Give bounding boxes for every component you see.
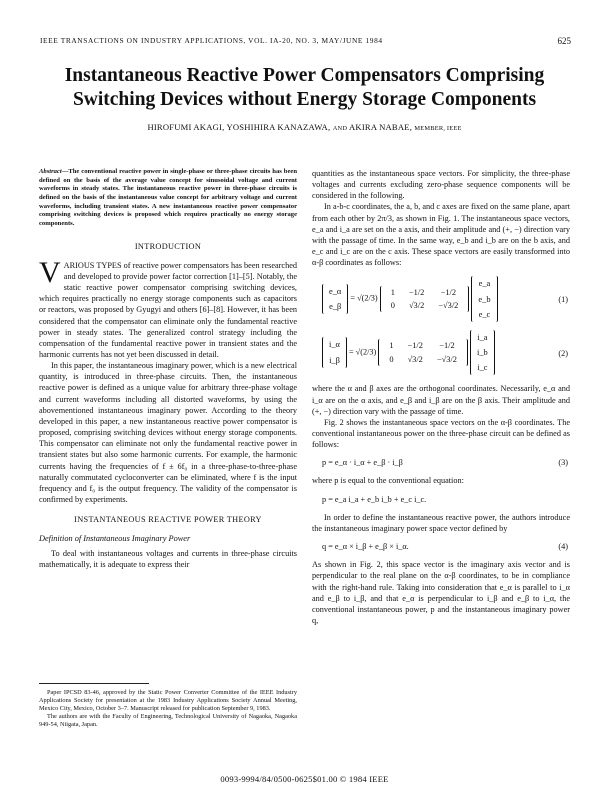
right-paragraph-3: where the α and β axes are the orthogonal coordinates. Necessarily, e_α and i_α are on the α axis, and e_β and i_β are on the β axis. Their amplitude and (+, −) direction vary with the passage of time. — [312, 384, 570, 416]
eq2-coefficient: = √(2/3) — [348, 347, 377, 357]
footnote — [39, 683, 297, 729]
intro-paragraph-2: In this paper, the instantaneous imaginary power, which is a new electrical quantity, is introduced in three-phase circuits. Then, the instantaneous reactive power is defined as a unique value for arbitrary three-phase voltage and current waveforms including all distorted waveforms, by using the abovementioned instantaneous imaginary power. According to the theory developed in this paper, a new instantaneous reactive power compensator is proposed, comprising switching devices without energy storage components. This compensator can eliminate not only the fundamental reactive power in transient states but also some harmonic currents. For example, the harmonic currents having the frequencies of f ± 6f₀ in a three-phase-to-three-phase naturally commutated cycloconverter can be eliminated, where f is the input frequency and f₀ is the output frequency. The validity of the compensator is confirmed by experiments. — [39, 361, 297, 505]
equation-3 — [322, 457, 570, 468]
intro-paragraph-1: VARIOUS TYPES of reactive power compensators has been researched and developed to provide power factor correction [1]–[5]. Notably, the static reactive power compensator comprising switching devices, which requires practically no energy storage components such as capacitors or reactors, was proposed by Gyugyi and others [6]–[8]. However, it has been considered that the compensator can eliminate only the fundamental reactive power in steady states. The generalized control strategy including the compensation of the fundamental reactive power in transient states and the harmonic currents has not yet been discussed in detail. — [39, 255, 297, 359]
copyright-line: 0093-9994/84/0500-0625$01.00 © 1984 IEEE — [220, 774, 389, 784]
right-column — [312, 168, 570, 626]
author-membership: MEMBER, IEEE — [414, 125, 462, 132]
footnote-paragraph-1: Paper IPCSD 83-46, approved by the Static Power Converter Committee of the IEEE Industry Applications Society for presentation at the 1983 Industry Applications Society Annual Meeting, Mexico City, Mexico, October 3–7. Manuscript released for publication September 9, 1983. — [39, 689, 297, 713]
equation-4 — [322, 541, 570, 552]
eq1-rhs-vector: e_a e_b e_c — [471, 276, 497, 321]
author-and: AND — [332, 125, 348, 132]
eq2-number: (2) — [558, 348, 568, 358]
page-number: 625 — [557, 36, 571, 46]
journal-citation: IEEE TRANSACTIONS ON INDUSTRY APPLICATIONS, VOL. IA-20, NO. 3, MAY/JUNE 1984 — [40, 36, 383, 45]
equation-3b — [322, 494, 570, 505]
right-paragraph-4: Fig. 2 shows the instantaneous space vectors on the α-β coordinates. The conventional instantaneous power on the three-phase circuit can be defined as follows: — [312, 417, 570, 450]
author-last: AKIRA NABAE, — [349, 122, 413, 132]
section-heading-theory: INSTANTANEOUS REACTIVE POWER THEORY — [74, 515, 262, 525]
eq3-text: p = e_α · i_α + e_β · i_β — [322, 458, 403, 468]
author-line — [0, 122, 609, 132]
right-paragraph-2: In a-b-c coordinates, the a, b, and c axes are fixed on the same plane, apart from each other by 2π/3, as shown in Fig. 1. The instantaneous space vectors, e_a and i_a are set on the a axis, and their amplitude and (+, −) direction vary with the passage of time. In the same way, e_b and i_b are on the b axis, and e_c and i_c are on the c axis. These space vectors are easily transformed into α-β coordinates as follows: — [312, 202, 570, 268]
equation-2 — [322, 330, 570, 375]
right-paragraph-1: quantities as the instantaneous space vectors. For simplicity, the three-phase voltages and currents excluding zero-phase sequence components will be considered in the following. — [312, 169, 570, 201]
drop-cap: V — [39, 255, 61, 289]
abstract-label: Abstract — [39, 168, 62, 175]
eq1-number: (1) — [558, 295, 568, 305]
footnote-paragraph-2: The authors are with the Faculty of Engineering, Technological University of Nagaoka, Nagaoka 949-54, Niigata, Japan. — [39, 713, 297, 729]
paper-title — [0, 64, 609, 112]
eq1-matrix: 1 −1/2 −1/2 0 √3/2 −√3/2 — [380, 286, 470, 312]
author-names: HIROFUMI AKAGI, YOSHIHIRA KANAZAWA, — [147, 122, 331, 132]
running-header — [40, 36, 571, 46]
right-paragraph-7: As shown in Fig. 2, this space vector is the imaginary axis vector and is perpendicular to the real plane on the α-β coordinates, to be in compliance with the right-hand rule. Taking into consideration that e_α is parallel to i_α and e_β to i_β, and that e_α is perpendicular to i_β and e_β to i_α, the conventional instantaneous power, p and the instantaneous imaginary power q, — [312, 560, 570, 625]
eq4-number: (4) — [558, 542, 568, 552]
abstract — [39, 168, 297, 229]
eq3-number: (3) — [558, 458, 568, 468]
eq4-text: q = e_α × i_β + e_β × i_α. — [322, 542, 409, 552]
title-line-1: Instantaneous Reactive Power Compensators Comprising — [64, 65, 545, 86]
equation-1 — [322, 276, 570, 321]
eq2-lhs-vector: i_α i_β — [322, 337, 347, 367]
theory-paragraph-1: To deal with instantaneous voltages and currents in three-phase circuits mathematically, it is adequate to express their — [39, 548, 297, 569]
eq1-lhs-vector: e_α e_β — [322, 284, 348, 314]
subsection-heading: Definition of Instantaneous Imaginary Power — [39, 534, 191, 544]
eq1-coefficient: = √(2/3) — [350, 294, 378, 304]
eq2-rhs-vector: i_a i_b i_c — [470, 330, 495, 375]
right-paragraph-5: where p is equal to the conventional equation: — [312, 476, 464, 486]
footnote-rule — [39, 683, 149, 684]
eq2-matrix: 1 −1/2 −1/2 0 √3/2 −√3/2 — [378, 339, 468, 365]
abstract-text: —The conventional reactive power in single-phase or three-phase circuits has been defined on the basis of the average value concept for sinusoidal voltage and current waveforms in steady states. The instantaneous reactive power in three-phase circuits is defined on the basis of the instantaneous value concept for arbitrary voltage and current waveforms, including transient states. A new instantaneous reactive power compensator comprising switching devices is proposed which requires practically no energy storage components. — [39, 168, 297, 227]
right-paragraph-6: In order to define the instantaneous reactive power, the authors introduce the instantaneous imaginary power space vector defined by — [312, 512, 570, 533]
section-heading-introduction: INTRODUCTION — [134, 241, 202, 251]
left-column — [39, 168, 297, 570]
eq3b-text: p = e_a i_a + e_b i_b + e_c i_c. — [322, 494, 427, 504]
title-line-2: Switching Devices without Energy Storage Components — [72, 89, 537, 110]
